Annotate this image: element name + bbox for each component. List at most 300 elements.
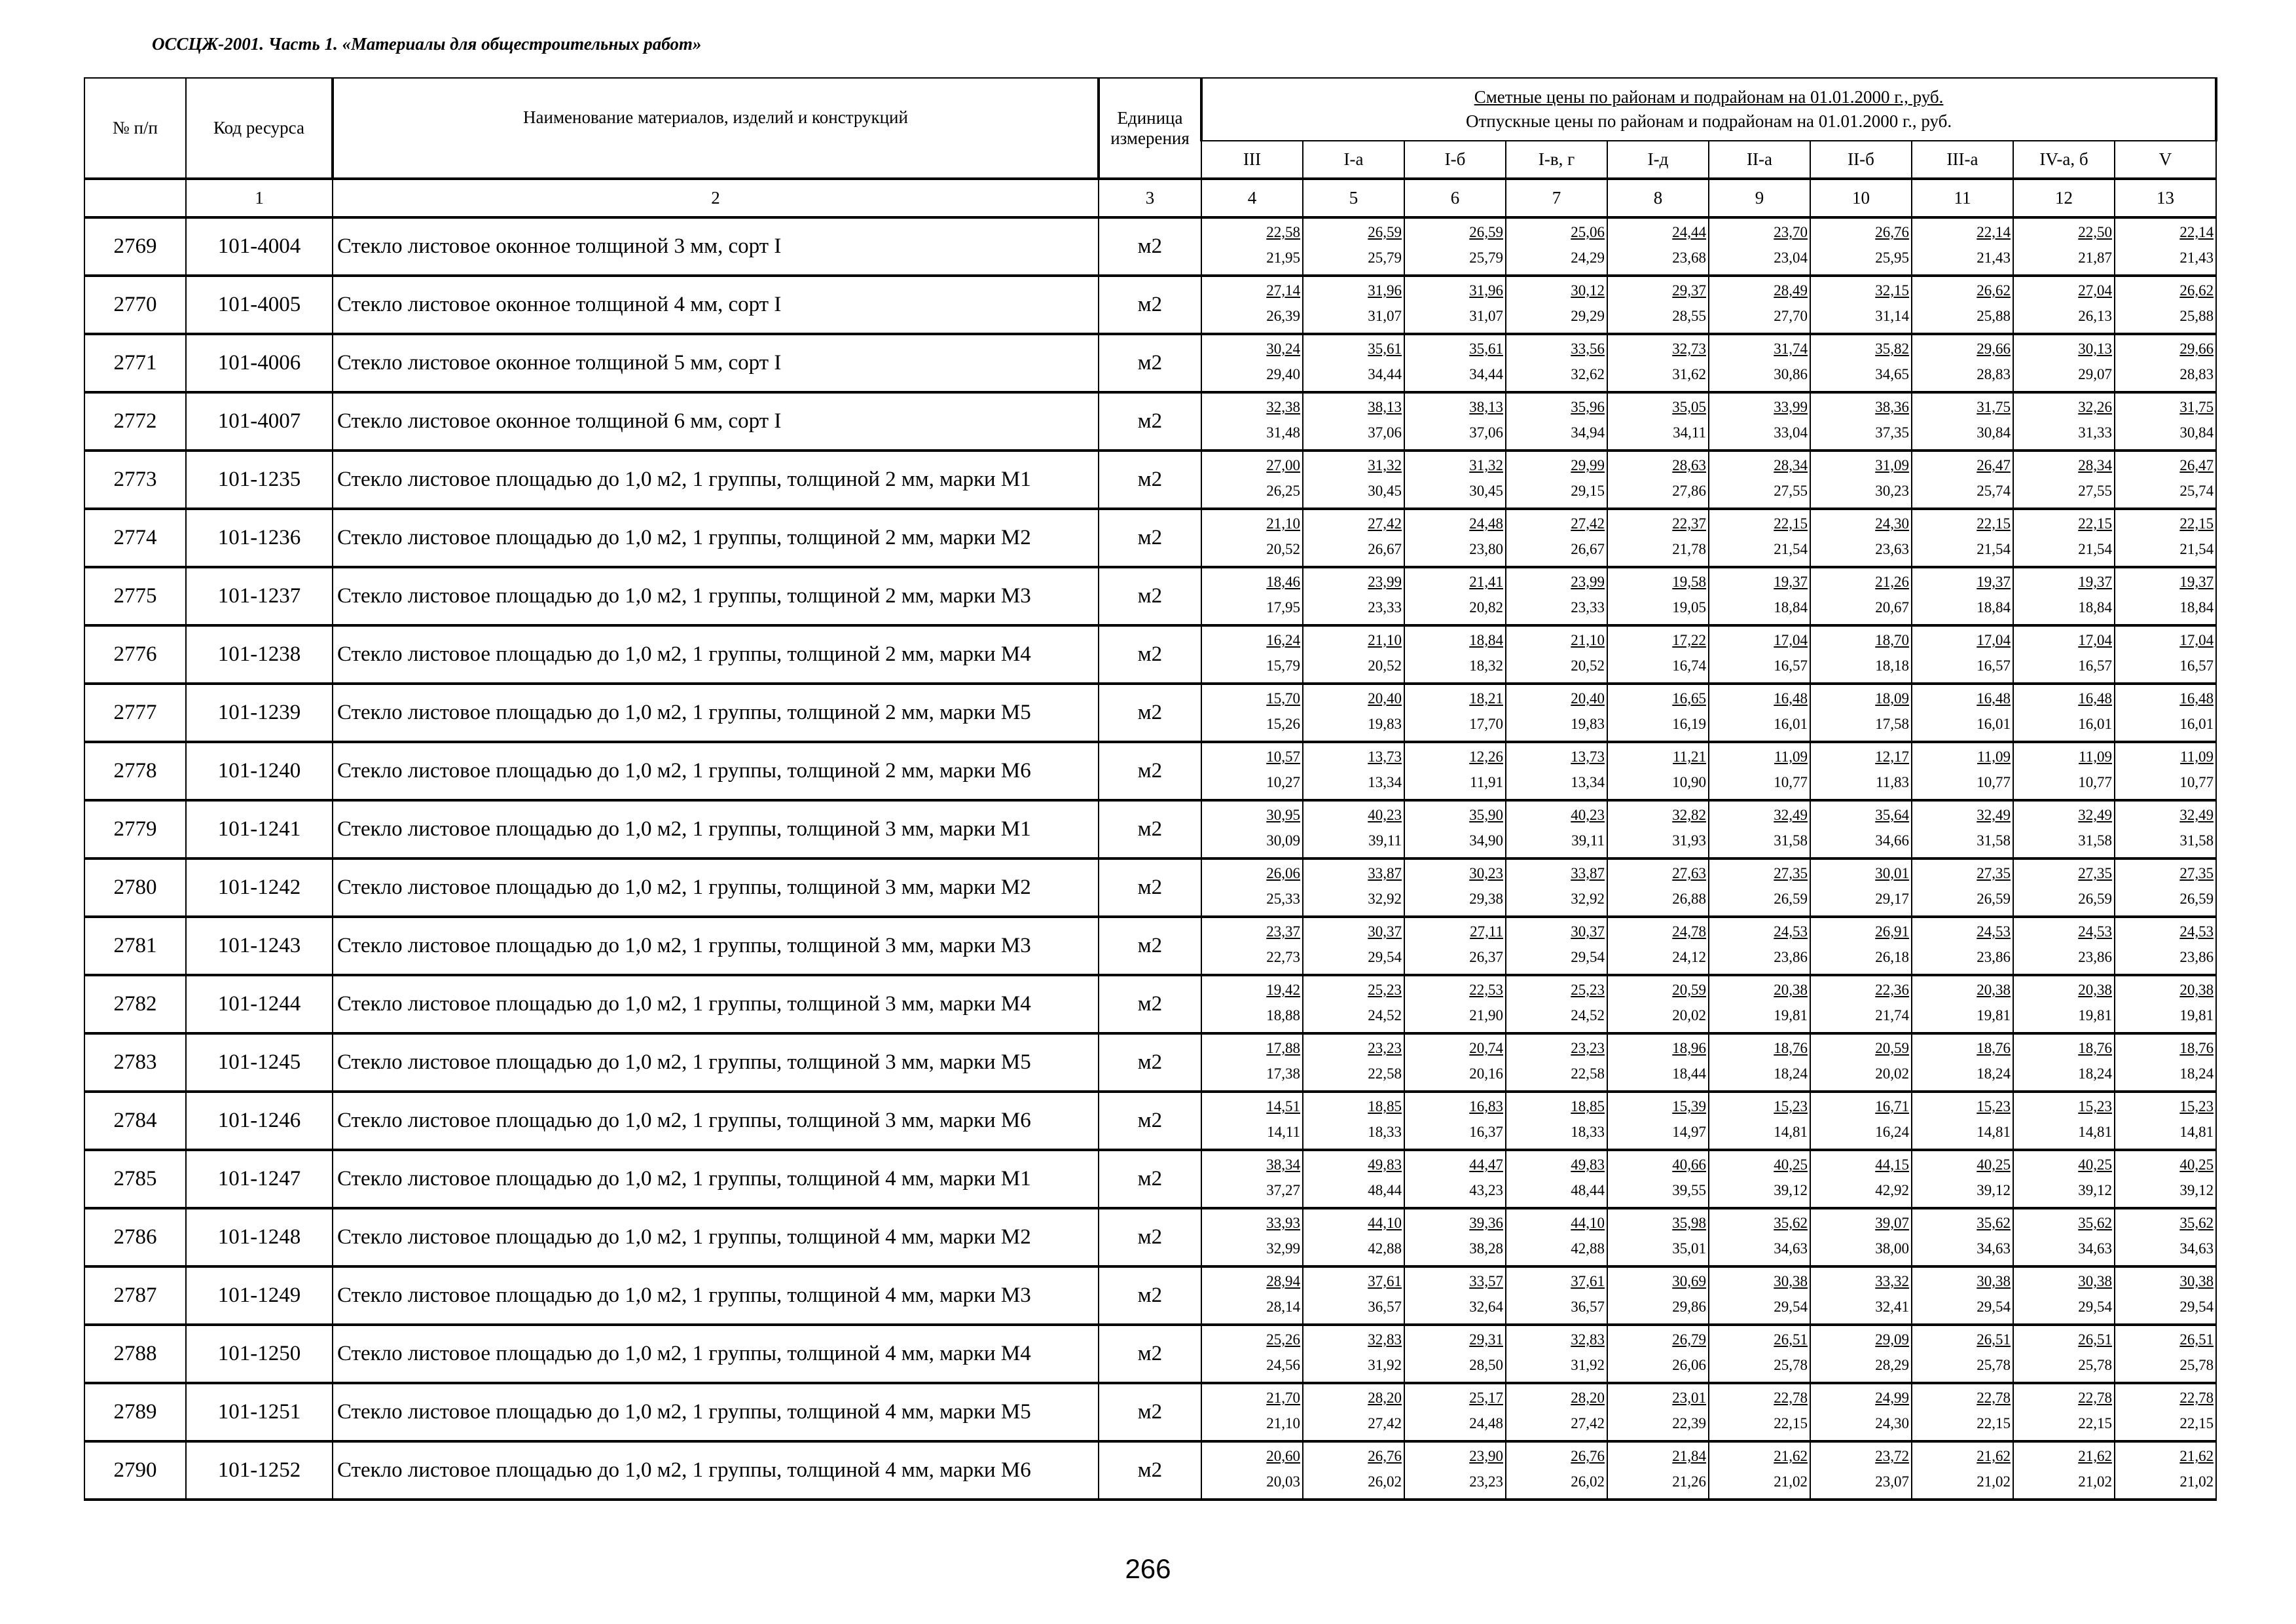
- estimate-price: 21,62: [2078, 1448, 2112, 1464]
- release-price: 25,78: [2179, 1357, 2214, 1373]
- release-price: 23,33: [1571, 599, 1605, 616]
- resource-code: 101-4007: [186, 392, 333, 451]
- estimate-price: 21,70: [1266, 1390, 1300, 1406]
- price-cell: [1709, 975, 1810, 1033]
- estimate-price: 26,76: [1368, 1448, 1402, 1464]
- estimate-price: 16,48: [2078, 690, 2112, 707]
- price-cell: [1912, 975, 2013, 1033]
- release-price: 26,67: [1571, 541, 1605, 557]
- release-price: 10,27: [1266, 774, 1300, 790]
- release-price: 16,19: [1672, 716, 1706, 732]
- estimate-price: 14,51: [1266, 1098, 1300, 1115]
- estimate-price: 20,40: [1571, 690, 1605, 707]
- release-price: 11,83: [1876, 774, 1909, 790]
- price-cell: [1506, 1383, 1607, 1441]
- estimate-price: 12,17: [1875, 748, 1909, 765]
- price-cell: [1810, 1383, 1912, 1441]
- estimate-price: 26,59: [1469, 224, 1503, 240]
- price-cell: [1506, 334, 1607, 392]
- release-price: 18,88: [1266, 1007, 1300, 1024]
- price-cell: [1810, 684, 1912, 742]
- unit: м2: [1099, 1383, 1201, 1441]
- estimate-price: 35,90: [1469, 807, 1503, 823]
- estimate-price: 29,37: [1672, 282, 1706, 299]
- region-header: I-а: [1303, 141, 1404, 179]
- price-cell: [1404, 392, 1506, 451]
- price-cell: [1607, 334, 1709, 392]
- release-price: 34,63: [1774, 1240, 1808, 1257]
- estimate-price: 15,39: [1672, 1098, 1706, 1115]
- estimate-price: 23,23: [1571, 1040, 1605, 1056]
- estimate-price: 30,37: [1571, 923, 1605, 940]
- release-price: 24,56: [1266, 1357, 1300, 1373]
- estimate-price: 23,90: [1469, 1448, 1503, 1464]
- price-cell: [2115, 509, 2216, 567]
- estimate-price: 17,04: [1977, 632, 2011, 648]
- release-price: 23,68: [1672, 249, 1706, 266]
- price-cell: [1607, 917, 1709, 975]
- release-price: 22,15: [2179, 1415, 2214, 1431]
- material-name: Стекло листовое площадью до 1,0 м2, 1 группы, толщиной 2 мм, марки М6: [333, 742, 1099, 800]
- estimate-price: 49,83: [1368, 1156, 1402, 1173]
- estimate-price: 24,53: [2078, 923, 2112, 940]
- region-header: I-д: [1607, 141, 1709, 179]
- price-cell: [1404, 509, 1506, 567]
- price-cell: [1201, 684, 1303, 742]
- price-cell: [1201, 1150, 1303, 1208]
- estimate-price: 21,10: [1368, 632, 1402, 648]
- estimate-price: 16,65: [1672, 690, 1706, 707]
- release-price: 36,57: [1571, 1299, 1605, 1315]
- price-cell: [1810, 742, 1912, 800]
- row-number: 2787: [84, 1266, 186, 1325]
- release-price: 26,59: [1774, 891, 1808, 907]
- price-cell: [1201, 509, 1303, 567]
- price-cell: [1404, 1325, 1506, 1383]
- release-price: 18,18: [1875, 657, 1909, 674]
- price-cell: [1404, 1150, 1506, 1208]
- price-cell: [1506, 625, 1607, 684]
- estimate-price: 44,10: [1368, 1215, 1402, 1231]
- estimate-price: 16,24: [1266, 632, 1300, 648]
- release-price: 39,12: [2078, 1182, 2112, 1198]
- estimate-price: 26,51: [2078, 1331, 2112, 1348]
- release-price: 31,58: [2078, 832, 2112, 849]
- estimate-price: 18,46: [1266, 574, 1300, 590]
- row-number: 2789: [84, 1383, 186, 1441]
- price-cell: [1607, 1441, 1709, 1500]
- release-price: 18,24: [2179, 1065, 2214, 1082]
- price-cell: [1912, 684, 2013, 742]
- release-price: 26,37: [1469, 949, 1503, 965]
- price-cell: [1912, 1208, 2013, 1266]
- region-header: IV-а, б: [2013, 141, 2115, 179]
- estimate-price: 18,76: [1774, 1040, 1808, 1056]
- price-cell: [1912, 1150, 2013, 1208]
- unit: м2: [1099, 1208, 1201, 1266]
- price-cell: [1607, 451, 1709, 509]
- price-cell: [1709, 1150, 1810, 1208]
- price-cell: [1201, 1208, 1303, 1266]
- release-price: 21,43: [2179, 249, 2214, 266]
- estimate-price: 15,23: [1977, 1098, 2011, 1115]
- column-number: 9: [1709, 179, 1810, 217]
- unit: м2: [1099, 1441, 1201, 1500]
- price-cell: [1810, 1150, 1912, 1208]
- release-price: 24,29: [1571, 249, 1605, 266]
- table-row: [84, 858, 2216, 917]
- material-name: Стекло листовое площадью до 1,0 м2, 1 группы, толщиной 3 мм, марки М3: [333, 917, 1099, 975]
- column-number: 2: [333, 179, 1099, 217]
- release-price: 22,15: [1774, 1415, 1808, 1431]
- estimate-price: 28,20: [1368, 1390, 1402, 1406]
- unit: м2: [1099, 625, 1201, 684]
- price-cell: [1201, 800, 1303, 858]
- release-price: 17,58: [1875, 716, 1909, 732]
- resource-code: 101-1248: [186, 1208, 333, 1266]
- release-price: 30,86: [1774, 366, 1808, 382]
- table-row: [84, 392, 2216, 451]
- release-price: 20,02: [1672, 1007, 1706, 1024]
- release-price: 27,55: [1774, 483, 1808, 499]
- price-cell: [2013, 1266, 2115, 1325]
- estimate-price: 13,73: [1571, 748, 1605, 765]
- release-price: 34,90: [1469, 832, 1503, 849]
- estimate-price: 32,73: [1672, 341, 1706, 357]
- column-number: 12: [2013, 179, 2115, 217]
- price-cell: [2115, 1325, 2216, 1383]
- release-price: 15,79: [1266, 657, 1300, 674]
- price-cell: [2013, 1441, 2115, 1500]
- price-cell: [2115, 858, 2216, 917]
- unit: м2: [1099, 567, 1201, 625]
- price-cell: [1810, 334, 1912, 392]
- estimate-price: 15,70: [1266, 690, 1300, 707]
- price-cell: [1709, 451, 1810, 509]
- row-number: 2779: [84, 800, 186, 858]
- material-name: Стекло листовое площадью до 1,0 м2, 1 группы, толщиной 2 мм, марки М4: [333, 625, 1099, 684]
- release-price: 38,00: [1875, 1240, 1909, 1257]
- estimate-price: 25,23: [1571, 982, 1605, 998]
- release-price: 31,93: [1672, 832, 1706, 849]
- price-cell: [2115, 451, 2216, 509]
- price-cell: [1303, 276, 1404, 334]
- price-cell: [1709, 276, 1810, 334]
- price-cell: [1303, 1092, 1404, 1150]
- release-price: 26,59: [1977, 891, 2011, 907]
- estimate-price: 23,37: [1266, 923, 1300, 940]
- release-price: 29,54: [1368, 949, 1402, 965]
- unit: м2: [1099, 1092, 1201, 1150]
- table-row: [84, 1092, 2216, 1150]
- estimate-price: 32,26: [2078, 399, 2112, 415]
- release-price: 26,02: [1368, 1473, 1402, 1490]
- price-cell: [1709, 742, 1810, 800]
- estimate-price: 39,36: [1469, 1215, 1503, 1231]
- price-cell: [1303, 975, 1404, 1033]
- row-number: 2775: [84, 567, 186, 625]
- price-cell: [1912, 858, 2013, 917]
- price-cell: [1201, 1266, 1303, 1325]
- estimate-price: 30,38: [1977, 1273, 2011, 1289]
- release-price: 19,83: [1368, 716, 1402, 732]
- estimate-price: 19,37: [2078, 574, 2112, 590]
- price-cell: [2115, 800, 2216, 858]
- column-number: 4: [1201, 179, 1303, 217]
- price-cell: [1404, 625, 1506, 684]
- estimate-price: 20,59: [1672, 982, 1706, 998]
- price-cell: [1201, 975, 1303, 1033]
- estimate-price: 33,57: [1469, 1273, 1503, 1289]
- release-price: 43,23: [1469, 1182, 1503, 1198]
- release-price: 24,52: [1368, 1007, 1402, 1024]
- release-price: 34,63: [2179, 1240, 2214, 1257]
- estimate-price: 18,76: [2078, 1040, 2112, 1056]
- price-cell: [2115, 1033, 2216, 1092]
- estimate-price: 16,48: [2179, 690, 2214, 707]
- estimate-price: 27,00: [1266, 457, 1300, 473]
- estimate-price: 20,38: [2078, 982, 2112, 998]
- column-number: 1: [186, 179, 333, 217]
- release-price: 31,33: [2078, 424, 2112, 441]
- release-price: 23,86: [2179, 949, 2214, 965]
- price-cell: [1303, 1266, 1404, 1325]
- release-price: 23,23: [1469, 1473, 1503, 1490]
- price-cell: [1912, 567, 2013, 625]
- price-cell: [2115, 1383, 2216, 1441]
- estimate-price: 20,59: [1875, 1040, 1909, 1056]
- unit: м2: [1099, 800, 1201, 858]
- release-price: 20,52: [1571, 657, 1605, 674]
- release-price: 32,62: [1571, 366, 1605, 382]
- estimate-price: 17,04: [2078, 632, 2112, 648]
- release-price: 25,74: [2179, 483, 2214, 499]
- estimate-price: 26,47: [1977, 457, 2011, 473]
- estimate-price: 22,14: [1977, 224, 2011, 240]
- release-price: 39,11: [1571, 832, 1605, 849]
- row-number: 2783: [84, 1033, 186, 1092]
- unit: м2: [1099, 917, 1201, 975]
- estimate-price: 19,37: [1774, 574, 1808, 590]
- estimate-price: 30,37: [1368, 923, 1402, 940]
- estimate-price: 20,74: [1469, 1040, 1503, 1056]
- column-number: 5: [1303, 179, 1404, 217]
- price-cell: [1506, 451, 1607, 509]
- price-cell: [1709, 1266, 1810, 1325]
- estimate-price: 32,83: [1571, 1331, 1605, 1348]
- release-price: 42,92: [1875, 1182, 1909, 1198]
- release-price: 18,24: [1774, 1065, 1808, 1082]
- price-cell: [1607, 509, 1709, 567]
- release-price: 24,12: [1672, 949, 1706, 965]
- price-cell: [1810, 217, 1912, 276]
- price-cell: [1404, 742, 1506, 800]
- estimate-price: 18,76: [2179, 1040, 2214, 1056]
- price-cell: [1810, 451, 1912, 509]
- release-price: 29,54: [1571, 949, 1605, 965]
- price-cell: [1912, 1266, 2013, 1325]
- estimate-price: 44,10: [1571, 1215, 1605, 1231]
- price-cell: [1404, 1383, 1506, 1441]
- estimate-price: 27,11: [1470, 923, 1503, 940]
- price-cell: [2013, 684, 2115, 742]
- estimate-price: 37,61: [1368, 1273, 1402, 1289]
- resource-code: 101-4006: [186, 334, 333, 392]
- price-cell: [2013, 975, 2115, 1033]
- price-cell: [1810, 392, 1912, 451]
- price-cell: [2013, 1033, 2115, 1092]
- release-price: 16,01: [1774, 716, 1808, 732]
- release-price: 21,54: [1774, 541, 1808, 557]
- release-price: 20,67: [1875, 599, 1909, 616]
- material-name: Стекло листовое площадью до 1,0 м2, 1 группы, толщиной 4 мм, марки М2: [333, 1208, 1099, 1266]
- estimate-price: 21,10: [1266, 515, 1300, 532]
- resource-code: 101-1240: [186, 742, 333, 800]
- price-cell: [1303, 858, 1404, 917]
- release-price: 21,54: [2179, 541, 2214, 557]
- release-price: 33,04: [1774, 424, 1808, 441]
- release-price: 21,02: [1977, 1473, 2011, 1490]
- release-price: 25,95: [1875, 249, 1909, 266]
- region-header: II-б: [1810, 141, 1912, 179]
- estimate-price: 30,95: [1266, 807, 1300, 823]
- estimate-price: 23,70: [1774, 224, 1808, 240]
- price-cell: [1404, 334, 1506, 392]
- unit: м2: [1099, 451, 1201, 509]
- release-price: 22,15: [2078, 1415, 2112, 1431]
- table-row: [84, 975, 2216, 1033]
- estimate-price: 35,05: [1672, 399, 1706, 415]
- resource-code: 101-1238: [186, 625, 333, 684]
- price-cell: [1912, 917, 2013, 975]
- estimate-price: 40,25: [2179, 1156, 2214, 1173]
- release-price: 26,67: [1368, 541, 1402, 557]
- price-cell: [1303, 451, 1404, 509]
- table-row: [84, 684, 2216, 742]
- header-prices: [1201, 78, 2216, 141]
- estimate-price: 30,12: [1571, 282, 1605, 299]
- table-row: [84, 1441, 2216, 1500]
- row-number: 2774: [84, 509, 186, 567]
- release-price: 13,34: [1571, 774, 1605, 790]
- estimate-price: 38,34: [1266, 1156, 1300, 1173]
- unit: м2: [1099, 1033, 1201, 1092]
- price-cell: [1709, 800, 1810, 858]
- header-unit: Единица измерения: [1099, 78, 1201, 179]
- estimate-price: 27,42: [1368, 515, 1402, 532]
- release-price: 27,70: [1774, 308, 1808, 324]
- resource-code: 101-4004: [186, 217, 333, 276]
- table-row: [84, 1383, 2216, 1441]
- estimate-price: 26,59: [1368, 224, 1402, 240]
- resource-code: 101-1237: [186, 567, 333, 625]
- price-cell: [1607, 392, 1709, 451]
- price-cell: [1810, 800, 1912, 858]
- estimate-price: 27,35: [2078, 865, 2112, 881]
- release-price: 21,90: [1469, 1007, 1503, 1024]
- price-cell: [1810, 509, 1912, 567]
- price-cell: [1303, 800, 1404, 858]
- release-price: 29,54: [1977, 1299, 2011, 1315]
- price-cell: [1709, 1033, 1810, 1092]
- price-cell: [1506, 1441, 1607, 1500]
- column-number: [84, 179, 186, 217]
- estimate-price: 38,13: [1469, 399, 1503, 415]
- release-price: 16,57: [1774, 657, 1808, 674]
- release-price: 35,01: [1672, 1240, 1706, 1257]
- release-price: 18,24: [2078, 1065, 2112, 1082]
- price-cell: [1201, 858, 1303, 917]
- price-cell: [1303, 217, 1404, 276]
- release-price: 22,58: [1571, 1065, 1605, 1082]
- table-body: [84, 217, 2216, 1500]
- estimate-price: 21,62: [1774, 1448, 1808, 1464]
- release-price: 14,81: [1977, 1124, 2011, 1140]
- release-price: 34,63: [2078, 1240, 2112, 1257]
- price-cell: [1303, 742, 1404, 800]
- release-price: 31,14: [1875, 308, 1909, 324]
- price-cell: [2115, 217, 2216, 276]
- price-cell: [1810, 917, 1912, 975]
- release-price: 24,52: [1571, 1007, 1605, 1024]
- region-header: I-в, г: [1506, 141, 1607, 179]
- estimate-price: 23,23: [1368, 1040, 1402, 1056]
- release-price: 22,39: [1672, 1415, 1706, 1431]
- estimate-price: 27,63: [1672, 865, 1706, 881]
- price-cell: [2013, 334, 2115, 392]
- estimate-price: 24,53: [2179, 923, 2214, 940]
- material-name: Стекло листовое площадью до 1,0 м2, 1 группы, толщиной 3 мм, марки М1: [333, 800, 1099, 858]
- table-row: [84, 742, 2216, 800]
- page-number: 266: [1125, 1553, 1171, 1584]
- price-cell: [1912, 625, 2013, 684]
- header-release-prices: Отпускные цены по районам и подрайонам на 01.01.2000 г., руб.: [1465, 111, 1952, 131]
- price-cell: [1404, 684, 1506, 742]
- estimate-price: 17,88: [1266, 1040, 1300, 1056]
- row-number: 2786: [84, 1208, 186, 1266]
- price-cell: [2013, 392, 2115, 451]
- material-name: Стекло листовое площадью до 1,0 м2, 1 группы, толщиной 2 мм, марки М2: [333, 509, 1099, 567]
- release-price: 39,12: [1977, 1182, 2011, 1198]
- material-name: Стекло листовое оконное толщиной 4 мм, сорт I: [333, 276, 1099, 334]
- release-price: 23,04: [1774, 249, 1808, 266]
- release-price: 36,57: [1368, 1299, 1402, 1315]
- price-cell: [1709, 1208, 1810, 1266]
- estimate-price: 20,40: [1368, 690, 1402, 707]
- release-price: 28,50: [1469, 1357, 1503, 1373]
- price-cell: [2013, 567, 2115, 625]
- release-price: 20,52: [1368, 657, 1402, 674]
- unit: м2: [1099, 975, 1201, 1033]
- release-price: 23,63: [1875, 541, 1909, 557]
- release-price: 28,83: [1977, 366, 2011, 382]
- estimate-price: 27,14: [1266, 282, 1300, 299]
- material-name: Стекло листовое площадью до 1,0 м2, 1 группы, толщиной 4 мм, марки М6: [333, 1441, 1099, 1500]
- release-price: 23,86: [1977, 949, 2011, 965]
- estimate-price: 18,70: [1875, 632, 1909, 648]
- header-estimate-prices: Сметные цены по районам и подрайонам на 01.01.2000 г., руб.: [1474, 87, 1944, 107]
- row-number: 2770: [84, 276, 186, 334]
- release-price: 21,54: [1977, 541, 2011, 557]
- price-cell: [2115, 1208, 2216, 1266]
- release-price: 27,55: [2078, 483, 2112, 499]
- price-cell: [1506, 684, 1607, 742]
- estimate-price: 29,99: [1571, 457, 1605, 473]
- estimate-price: 21,10: [1571, 632, 1605, 648]
- release-price: 25,33: [1266, 891, 1300, 907]
- estimate-price: 10,57: [1266, 748, 1300, 765]
- release-price: 16,74: [1672, 657, 1706, 674]
